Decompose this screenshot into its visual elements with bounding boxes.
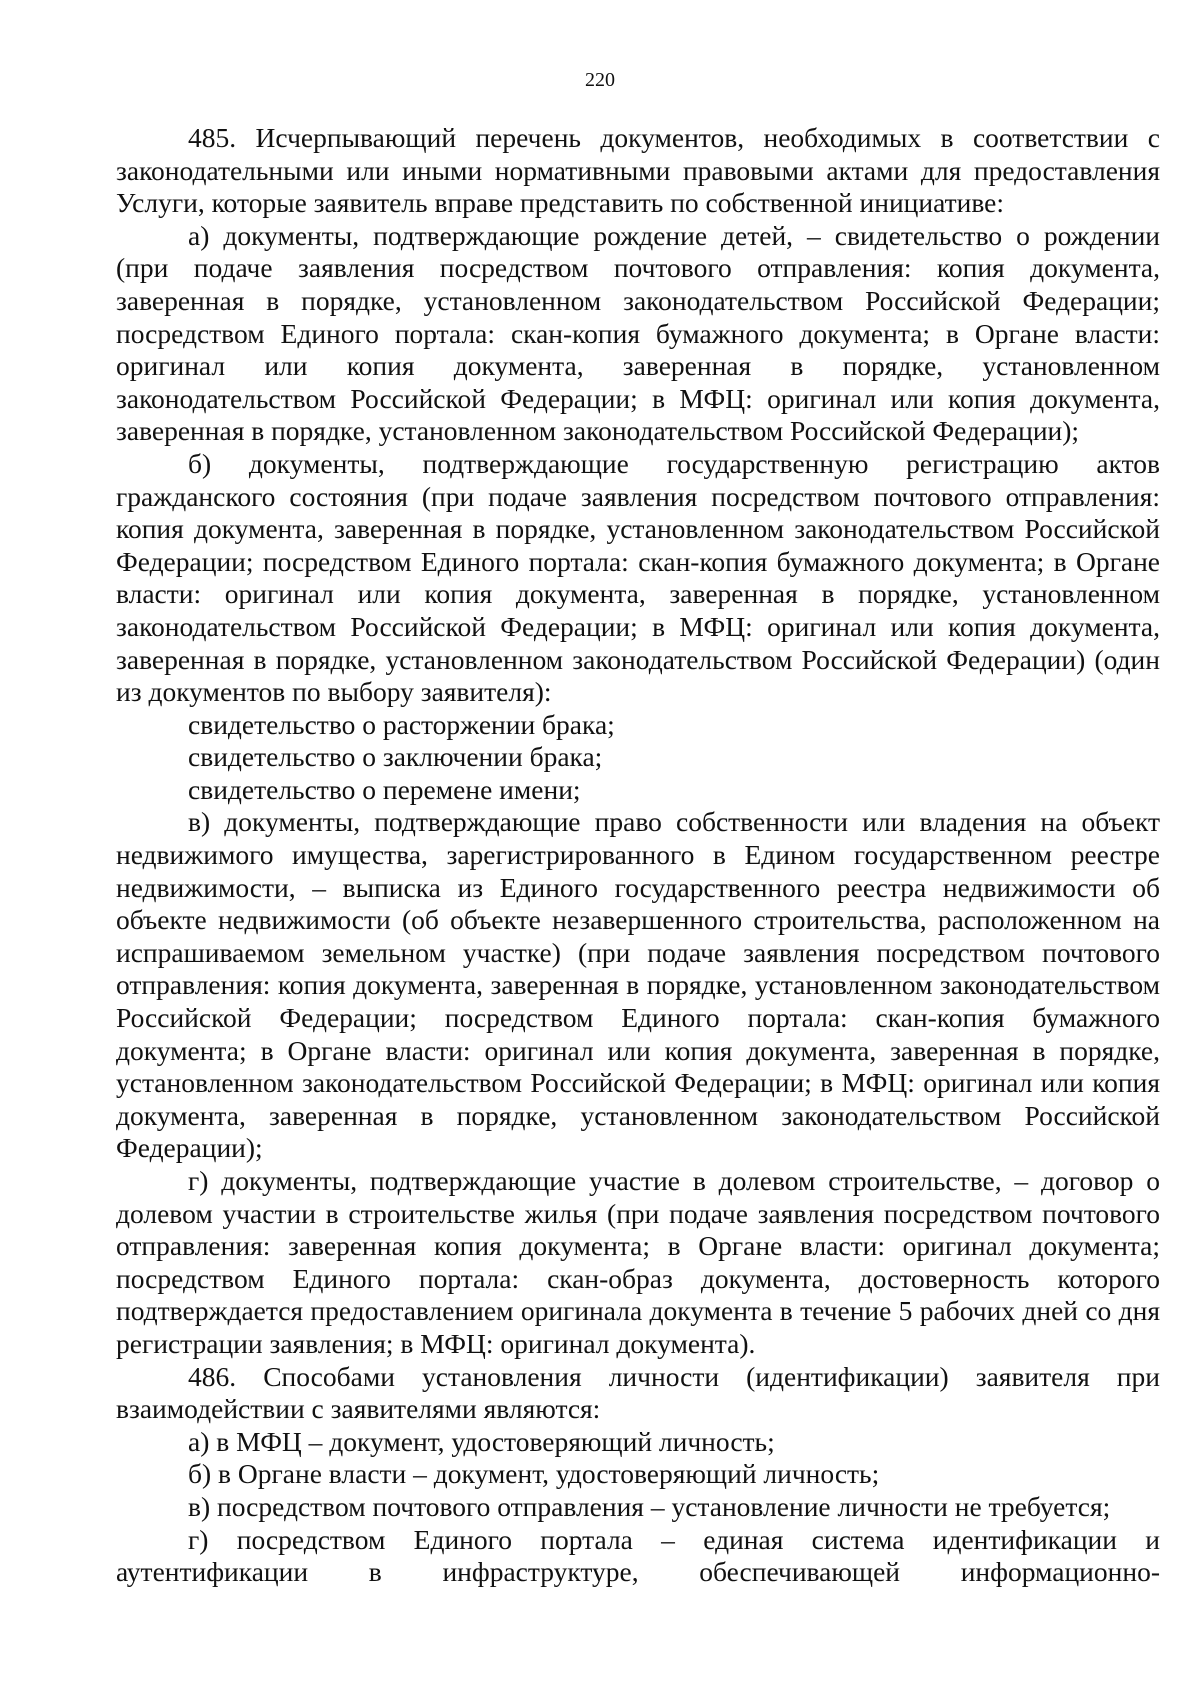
paragraph-485-a: а) документы, подтверждающие рождение детей, – свидетельство о рождении (при подаче заявления посредством почтового отправления: копия документа, заверенная в порядке, установленном законодательством Российской Федерации; посредством Единого портала: скан-копия бумажного документа; в Органе власти: оригинал или копия документа, заверенная в порядке, установленном законодательством Российской Федерации; в МФЦ: оригинал или копия документа, заверенная в порядке, установленном законодательством Российской Федерации); [116, 219, 1160, 447]
list-item-marriage-certificate: свидетельство о заключении брака; [188, 741, 603, 773]
paragraph-486-a: а) в МФЦ – документ, удостоверяющий личность; [188, 1425, 775, 1457]
page-number: 220 [585, 69, 615, 91]
list-item-divorce-certificate: свидетельство о расторжении брака; [188, 708, 615, 740]
paragraph-486: 486. Способами установления личности (идентификации) заявителя при взаимодействии с заявителями являются: [116, 1360, 1160, 1425]
paragraph-486-b: б) в Органе власти – документ, удостоверяющий личность; [188, 1458, 880, 1490]
document-body [116, 122, 1160, 1589]
paragraph-486-v: в) посредством почтового отправления – установление личности не требуется; [188, 1490, 1111, 1522]
paragraph-485: 485. Исчерпывающий перечень документов, необходимых в соответствии с законодательными или иными нормативными правовыми актами для предоставления Услуги, которые заявитель вправе представить по собственной инициативе: [116, 122, 1160, 219]
paragraph-485-g: г) документы, подтверждающие участие в долевом строительстве, – договор о долевом участии в строительстве жилья (при подаче заявления посредством почтового отправления: заверенная копия документа; в Органе власти: оригинал документа; посредством Единого портала: скан-образ документа, достоверность которого подтверждается предоставлением оригинала документа в течение 5 рабочих дней со дня регистрации заявления; в МФЦ: оригинал документа). [116, 1165, 1160, 1359]
paragraph-485-v: в) документы, подтверждающие право собственности или владения на объект недвижимого имущества, зарегистрированного в Едином государственном реестре недвижимости, – выписка из Единого государственного реестра недвижимости об объекте недвижимости (об объекте незавершенного строительства, расположенном на испрашиваемом земельном участке) (при подаче заявления посредством почтового отправления: копия документа, заверенная в порядке, установленном законодательством Российской Федерации; посредством Единого портала: скан-копия бумажного документа; в Органе власти: оригинал или копия документа, заверенная в порядке, установленном законодательством Российской Федерации; в МФЦ: оригинал или копия документа, заверенная в порядке, установленном законодательством Российской Федерации); [116, 806, 1160, 1164]
list-item-name-change-certificate: свидетельство о перемене имени; [188, 773, 581, 805]
paragraph-486-g: г) посредством Единого портала – единая система идентификации и аутентификации в инфраструктуре, обеспечивающей информационно- [116, 1523, 1160, 1588]
paragraph-485-b: б) документы, подтверждающие государственную регистрацию актов гражданского состояния (при подаче заявления посредством почтового отправления: копия документа, заверенная в порядке, установленном законодательством Российской Федерации; посредством Единого портала: скан-копия бумажного документа; в Органе власти: оригинал или копия документа, заверенная в порядке, установленном законодательством Российской Федерации; в МФЦ: оригинал или копия документа, заверенная в порядке, установленном законодательством Российской Федерации) (один из документов по выбору заявителя): [116, 447, 1160, 708]
